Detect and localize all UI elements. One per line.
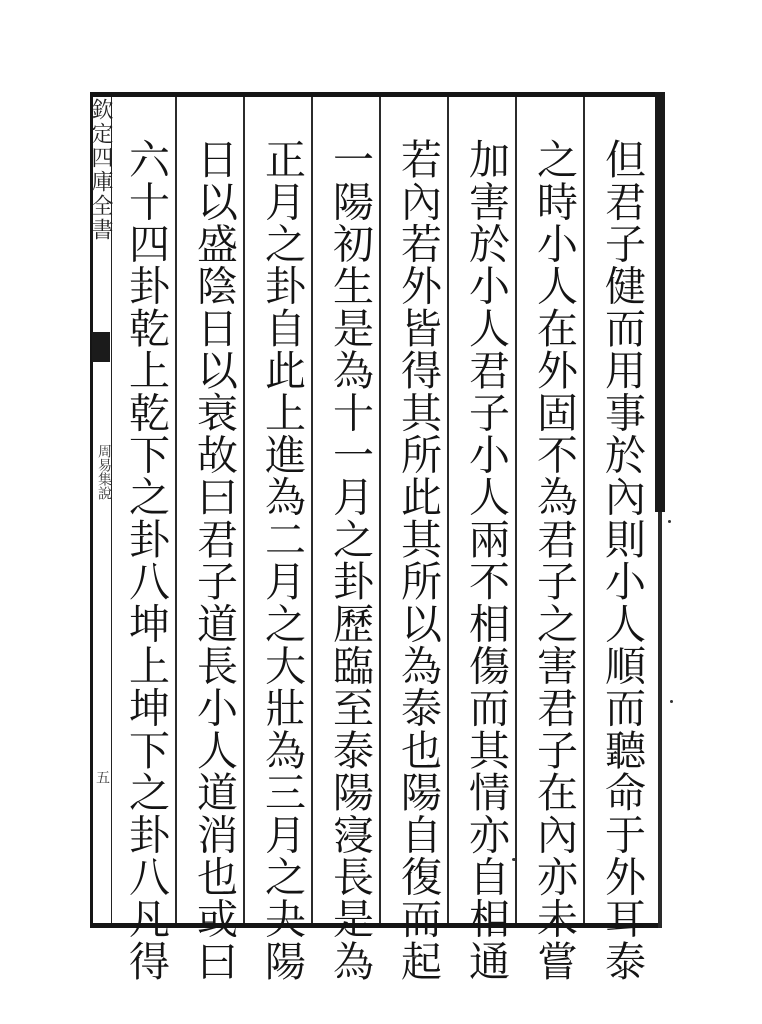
text-column-3: 加害於小人君子小人兩不相傷而其情亦自相通	[462, 138, 510, 982]
spine-band	[655, 92, 665, 512]
ink-speck	[668, 520, 671, 523]
text-column-1: 但君子健而用事於內則小人順而聽命于外耳泰	[598, 138, 646, 982]
margin-page-number: 五	[94, 770, 110, 784]
text-column-5: 一陽初生是為十一月之卦歷臨至泰陽寖長是為	[326, 138, 374, 982]
text-column-4: 若內若外皆得其所此其所以為泰也陽自復而起	[394, 138, 442, 982]
ink-speck	[670, 700, 673, 703]
text-column-2: 之時小人在外固不為君子之害君子在內亦未嘗	[530, 138, 578, 982]
ink-speck	[512, 858, 516, 861]
text-column-6: 正月之卦自此上進為二月之大壯為三月之夬陽	[258, 138, 306, 982]
text-column-7: 日以盛陰日以衰故曰君子道長小人道消也或曰	[190, 138, 238, 982]
fishtail-mark	[92, 332, 110, 362]
margin-book-title: 周易集說	[96, 444, 112, 500]
text-column-8: 六十四卦乾上乾下之卦八坤上坤下之卦八凡得	[122, 138, 170, 982]
margin-top-title: 欽定四庫全書	[88, 98, 113, 242]
spine-line	[658, 512, 662, 928]
